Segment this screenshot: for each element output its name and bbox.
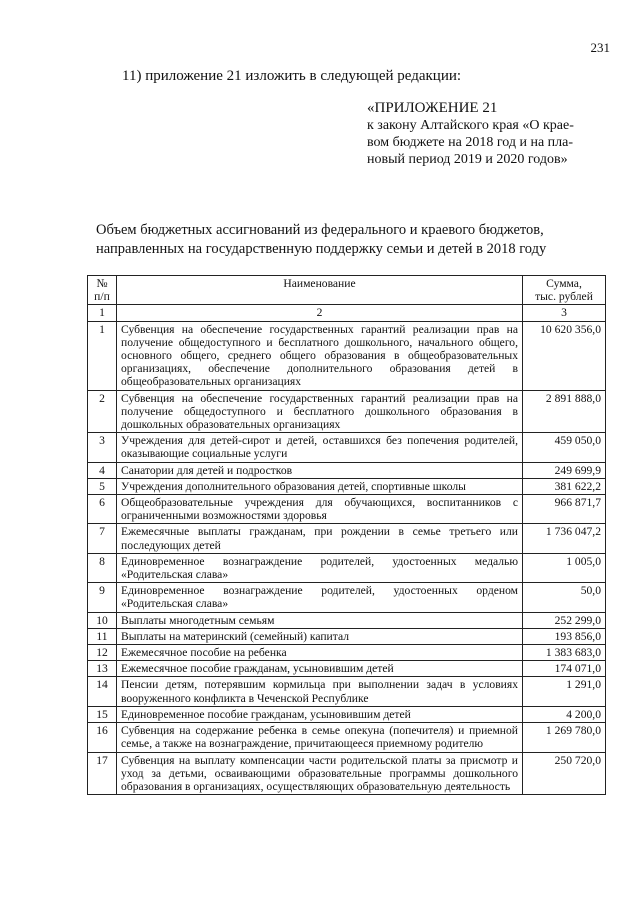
row-number: 13 [88, 661, 117, 677]
row-number: 6 [88, 495, 117, 524]
appendix-line-2: вом бюджете на 2018 год и на пла- [367, 135, 574, 150]
column-index-row [88, 305, 606, 321]
row-name: Санатории для детей и подростков [117, 462, 523, 478]
table-row [88, 390, 606, 433]
row-name: Ежемесячные выплаты гражданам, при рождении в семье третьего или последующих детей [117, 524, 523, 553]
header-number-line-1: № [96, 277, 108, 290]
table-header-row [88, 276, 606, 305]
table-row [88, 553, 606, 582]
row-number: 17 [88, 752, 117, 795]
row-name: Субвенция на выплату компенсации части родительской платы за присмотр и уход за детьми, осваивающими образовательные программы дошкольного образования в организациях, осуществляющих образовательную деятельность [117, 752, 523, 795]
table-row [88, 661, 606, 677]
row-name: Ежемесячное пособие на ребенка [117, 645, 523, 661]
table-body [88, 321, 606, 795]
row-name: Субвенция на содержание ребенка в семье опекуна (попечителя) и приемной семье, а также на вознаграждение, причитающееся приемному родителю [117, 723, 523, 752]
table-row [88, 752, 606, 795]
row-number: 15 [88, 706, 117, 722]
document-title-line-1: Объем бюджетных ассигнований из федерального и краевого бюджетов, [96, 222, 544, 238]
row-name: Субвенция на обеспечение государственных гарантий реализации прав на получение общедоступного и бесплатного дошкольного, начального общего, основного общего, среднего общего образования в общеобразовательных организациях, обеспечение дополнительного образования детей в общеобразовательных организациях [117, 321, 523, 390]
row-number: 4 [88, 462, 117, 478]
row-sum: 2 891 888,0 [523, 390, 606, 433]
budget-table [87, 275, 606, 795]
row-name: Выплаты многодетным семьям [117, 612, 523, 628]
row-number: 11 [88, 628, 117, 644]
row-sum: 1 736 047,2 [523, 524, 606, 553]
appendix-title: «ПРИЛОЖЕНИЕ 21 [367, 100, 498, 116]
row-number: 5 [88, 478, 117, 494]
table-row [88, 478, 606, 494]
document-title-line-2: направленных на государственную поддержку семьи и детей в 2018 году [96, 241, 547, 257]
row-number: 1 [88, 321, 117, 390]
amendment-intro: 11) приложение 21 изложить в следующей редакции: [122, 68, 462, 84]
row-name: Единовременное вознаграждение родителей, удостоенных орденом «Родительская слава» [117, 583, 523, 612]
header-name: Наименование [117, 276, 523, 305]
row-number: 14 [88, 677, 117, 706]
row-sum: 459 050,0 [523, 433, 606, 462]
row-name: Учреждения дополнительного образования детей, спортивные школы [117, 478, 523, 494]
document-title [96, 221, 606, 259]
column-index-2: 2 [117, 305, 523, 321]
column-index-3: 3 [523, 305, 606, 321]
row-name: Субвенция на обеспечение государственных гарантий реализации прав на получение общедоступного и бесплатного дошкольного образования в дошкольных образовательных организациях [117, 390, 523, 433]
column-index-1: 1 [88, 305, 117, 321]
row-sum: 1 005,0 [523, 553, 606, 582]
row-sum: 50,0 [523, 583, 606, 612]
row-sum: 1 291,0 [523, 677, 606, 706]
appendix-line-3: новый период 2019 и 2020 годов» [367, 152, 568, 167]
header-number-line-2: п/п [94, 290, 110, 304]
row-sum: 381 622,2 [523, 478, 606, 494]
header-sum-line-1: Сумма, [546, 277, 582, 290]
header-sum-line-2: тыс. рублей [535, 290, 593, 304]
row-name: Учреждения для детей-сирот и детей, оставшихся без попечения родителей, оказывающие социальные услуги [117, 433, 523, 462]
table-row [88, 677, 606, 706]
header-sum [523, 276, 606, 305]
table-row [88, 723, 606, 752]
row-sum: 250 720,0 [523, 752, 606, 795]
row-name: Единовременное вознаграждение родителей, удостоенных медалью «Родительская слава» [117, 553, 523, 582]
row-sum: 1 383 683,0 [523, 645, 606, 661]
table-row [88, 628, 606, 644]
table-row [88, 583, 606, 612]
row-sum: 10 620 356,0 [523, 321, 606, 390]
row-sum: 4 200,0 [523, 706, 606, 722]
table-row [88, 433, 606, 462]
table-row [88, 495, 606, 524]
row-name: Единовременное пособие гражданам, усыновившим детей [117, 706, 523, 722]
row-name: Пенсии детям, потерявшим кормильца при выполнении задач в условиях вооруженного конфликта в Чеченской Республике [117, 677, 523, 706]
table-row [88, 321, 606, 390]
row-sum: 174 071,0 [523, 661, 606, 677]
table-row [88, 612, 606, 628]
row-name: Общеобразовательные учреждения для обучающихся, воспитанников с ограниченными возможностями здоровья [117, 495, 523, 524]
table-row [88, 645, 606, 661]
row-number: 10 [88, 612, 117, 628]
row-sum: 193 856,0 [523, 628, 606, 644]
row-name: Выплаты на материнский (семейный) капитал [117, 628, 523, 644]
header-number [88, 276, 117, 305]
row-number: 2 [88, 390, 117, 433]
page-number: 231 [590, 40, 610, 55]
table-row [88, 706, 606, 722]
row-sum: 249 699,9 [523, 462, 606, 478]
table-row [88, 524, 606, 553]
row-name: Ежемесячное пособие гражданам, усыновившим детей [117, 661, 523, 677]
table-row [88, 462, 606, 478]
row-number: 9 [88, 583, 117, 612]
row-sum: 252 299,0 [523, 612, 606, 628]
row-sum: 966 871,7 [523, 495, 606, 524]
row-number: 8 [88, 553, 117, 582]
row-sum: 1 269 780,0 [523, 723, 606, 752]
appendix-header [367, 100, 617, 168]
row-number: 16 [88, 723, 117, 752]
row-number: 7 [88, 524, 117, 553]
row-number: 3 [88, 433, 117, 462]
row-number: 12 [88, 645, 117, 661]
appendix-line-1: к закону Алтайского края «О крае- [367, 118, 574, 133]
